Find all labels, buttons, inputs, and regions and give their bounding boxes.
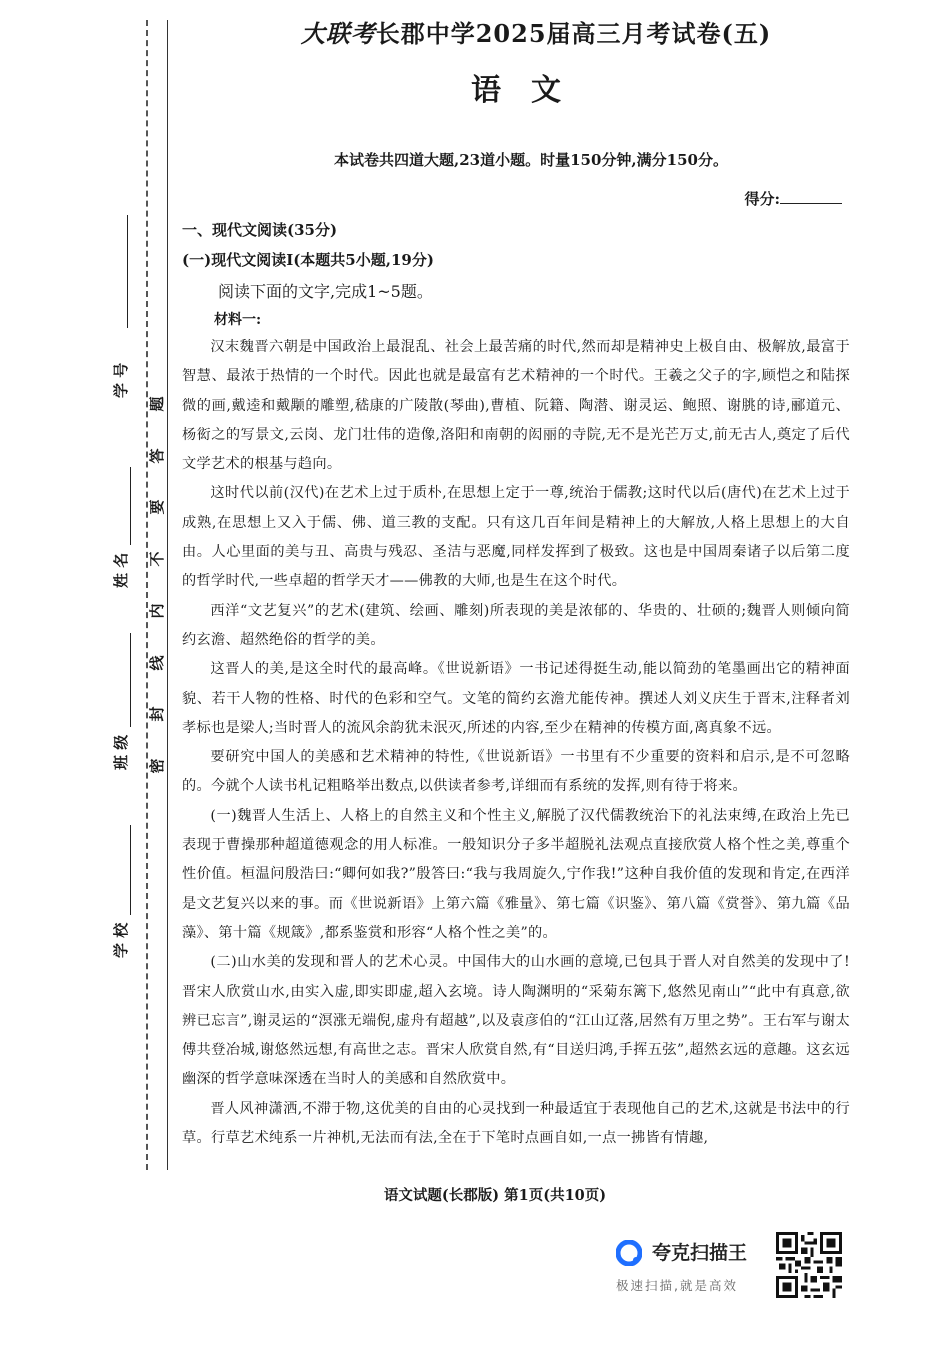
seal-word: 密 bbox=[148, 758, 166, 774]
paragraph: 这晋人的美,是这全时代的最高峰。《世说新语》一书记述得挺生动,能以简劲的笔墨画出它的精神面貌、若干人物的性格、时代的色彩和空气。文笔的简约玄澹尤能传神。撰述人刘义庆生于晋末,注释者刘孝标也是梁人;当时晋人的流风余韵犹未泯灭,所述的内容,至少在精神的传模方面,离真象不远。 bbox=[182, 661, 850, 736]
scanner-watermark bbox=[612, 1224, 852, 1304]
scanner-name: 夸克扫描王 bbox=[652, 1242, 748, 1264]
class-blank[interactable] bbox=[114, 633, 131, 727]
class-label: 班 级 bbox=[112, 734, 130, 770]
material-label: 材料一: bbox=[214, 312, 262, 328]
score-box bbox=[182, 188, 850, 209]
seal-word: 要 bbox=[148, 499, 166, 515]
binding-margin bbox=[0, 0, 172, 1180]
qr-code-icon bbox=[776, 1232, 842, 1298]
paragraph: 这时代以前(汉代)在艺术上过于质朴,在思想上定于一尊,统治于儒教;这时代以后(唐代)在艺术上过于成熟,在思想上又入于儒、佛、道三教的支配。只有这几百年间是精神上的大解放,人格上思想上的大自由。人心里面的美与丑、高贵与残忍、圣洁与恶魔,同样发挥到了极致。这也是中国周秦诸子以后第二度的哲学时代,一些卓超的哲学天才——佛教的大师,也是生在这个时代。 bbox=[182, 485, 850, 590]
paragraph: (二)山水美的发现和晋人的艺术心灵。中国伟大的山水画的意境,已包具于晋人对自然美的发现中了!晋宋人欣赏山水,由实入虚,即实即虚,超入玄境。诗人陶渊明的“采菊东篱下,悠然见南山”“此中有真意,欲辨已忘言”,谢灵运的“溟涨无端倪,虚舟有超越”,以及袁彦伯的“江山辽落,居然有万里之势”。王右军与谢太傅共登冶城,谢悠然远想,有高世之志。晋宋人欣赏自然,有“目送归鸿,手挥五弦”,超然玄远的意趣。这玄远幽深的哲学意味深透在当时人的美感和自然欣赏中。 bbox=[182, 954, 850, 1088]
scanner-tagline: 极速扫描,就是高效 bbox=[616, 1278, 738, 1293]
exam-title-text: 长郡中学2025届高三月考试卷(五) bbox=[375, 19, 772, 48]
scanner-logo-icon bbox=[616, 1240, 642, 1266]
school-blank[interactable] bbox=[114, 825, 131, 915]
seal-word: 题 bbox=[148, 396, 166, 412]
paragraph: 西洋“文艺复兴”的艺术(建筑、绘画、雕刻)所表现的美是浓郁的、华贵的、壮硕的;魏晋人则倾向简约玄澹、超然绝俗的哲学的美。 bbox=[182, 602, 850, 648]
name-blank[interactable] bbox=[114, 467, 131, 545]
class-field bbox=[110, 633, 131, 770]
name-label: 姓 名 bbox=[112, 552, 130, 588]
reading-instruction: 阅读下面的文字,完成1~5题。 bbox=[218, 282, 433, 301]
school-label: 学 校 bbox=[112, 922, 130, 958]
page-footer: 语文试题(长郡版) 第1页(共10页) bbox=[383, 1187, 607, 1204]
student-id-blank[interactable] bbox=[127, 215, 128, 328]
exam-intro: 本试卷共四道大题,23道小题。时量150分钟,满分150分。 bbox=[334, 151, 728, 169]
seal-word: 封 bbox=[148, 706, 166, 722]
paragraph: (一)魏晋人生活上、人格上的自然主义和个性主义,解脱了汉代儒教统治下的礼法束缚,在政治上先已表现于曹操那种超道德观念的用人标准。一般知识分子多半超脱礼法观点直接欣赏人格个性之美,尊重个性价值。桓温问殷浩曰:“卿何如我?”殷答曰:“我与我周旋久,宁作我!”这种自我价值的发现和肯定,在西洋是文艺复兴以来的事。而《世说新语》上第六篇《雅量》、第七篇《识鉴》、第八篇《赏誉》、第九篇《品藻》、第十篇《规箴》,都系鉴赏和形容“人格个性之美”的。 bbox=[182, 807, 850, 941]
score-blank[interactable] bbox=[780, 189, 842, 204]
seal-warning bbox=[148, 395, 166, 775]
seal-word: 答 bbox=[148, 448, 166, 464]
section-title: 一、现代文阅读(35分) bbox=[182, 221, 338, 239]
seal-solid-line bbox=[167, 20, 168, 1170]
student-id-field bbox=[110, 363, 131, 398]
seal-word: 不 bbox=[148, 551, 166, 567]
seal-word: 线 bbox=[148, 655, 166, 671]
seal-word: 内 bbox=[148, 603, 166, 619]
name-field bbox=[110, 467, 131, 588]
exam-title bbox=[182, 14, 850, 49]
paragraph: 晋人风神潇洒,不滞于物,这优美的自由的心灵找到一种最适宜于表现他自己的艺术,这就是书法中的行草。行草艺术纯系一片神机,无法而有法,全在于下笔时点画自如,一点一拂皆有情趣, bbox=[182, 1100, 850, 1147]
score-label: 得分: bbox=[744, 190, 780, 208]
paragraph: 要研究中国人的美感和艺术精神的特性,《世说新语》一书里有不少重要的资料和启示,是不可忽略的。今就个人读书札记粗略举出数点,以供读者参考,详细而有系统的发挥,则有待于将来。 bbox=[182, 749, 850, 795]
paragraph: 汉末魏晋六朝是中国政治上最混乱、社会上最苦痛的时代,然而却是精神史上极自由、极解放,最富于智慧、最浓于热情的一个时代。因此也就是最富有艺术精神的一个时代。王羲之父子的字,顾恺之和陆探微的画,戴逵和戴颙的雕塑,嵇康的广陵散(琴曲),曹植、阮籍、陶潜、谢灵运、鲍照、谢朓的诗,郦道元、杨衒之的写景文,云岗、龙门壮伟的造像,洛阳和南朝的闳丽的寺院,无不是光芒万丈,前无古人,奠定了后代文学艺术的根基与趋向。 bbox=[182, 339, 850, 473]
subject-title: 语文 bbox=[471, 73, 591, 108]
brand-mark: 大联考 bbox=[300, 19, 376, 48]
exam-page bbox=[182, 14, 850, 1153]
student-id-label: 学 号 bbox=[112, 362, 130, 398]
school-field bbox=[110, 825, 131, 958]
section-subtitle: (一)现代文阅读Ⅰ(本题共5小题,19分) bbox=[182, 251, 434, 269]
